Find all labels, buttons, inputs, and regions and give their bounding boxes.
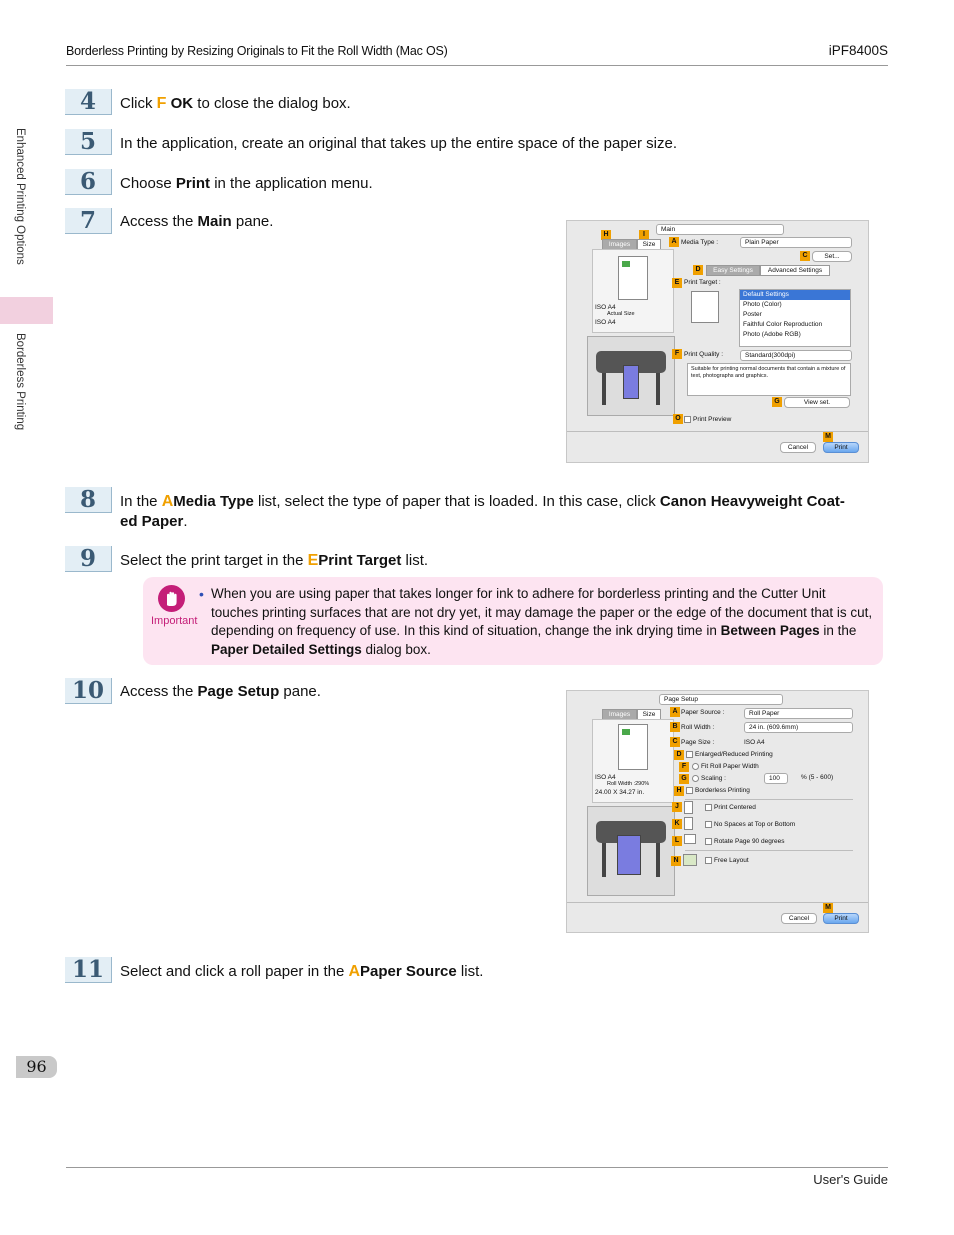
separator: [685, 850, 853, 851]
free-layout-checkbox[interactable]: [705, 857, 712, 864]
roll-width-pct-label: Roll Width :290%: [607, 781, 650, 787]
view-set-button[interactable]: View set.: [784, 397, 850, 408]
no-spaces-icon: [684, 817, 693, 830]
print-quality-popup[interactable]: Standard(300dpi): [740, 350, 852, 361]
print-preview-checkbox[interactable]: [684, 416, 691, 423]
borderless-label: Borderless Printing: [695, 787, 750, 794]
step-text: Select and click a roll paper in the APaper Source list.: [120, 963, 484, 980]
scaling-input[interactable]: 100: [764, 773, 788, 784]
step-text: Click F OK to close the dialog box.: [120, 95, 351, 112]
marker-i: I: [639, 230, 649, 240]
preview-pane: [592, 719, 674, 803]
centered-icon: [684, 801, 693, 814]
step-number: 4: [65, 89, 112, 115]
step-number: 7: [65, 208, 112, 234]
marker-h: H: [674, 786, 684, 796]
marker-n: N: [671, 856, 681, 866]
step-number: 10: [65, 678, 112, 704]
printer-leg: [602, 373, 606, 405]
important-label: Important: [151, 615, 198, 627]
marker-m: M: [823, 903, 833, 913]
media-type-label: Media Type :: [681, 239, 719, 246]
free-layout-label: Free Layout: [714, 857, 749, 864]
roll-paper: [617, 835, 641, 875]
marker-f: F: [672, 349, 682, 359]
print-preview-label: Print Preview: [693, 416, 732, 423]
paper-source-label: Paper Source :: [681, 709, 725, 716]
step-number: 9: [65, 546, 112, 572]
marker-d: D: [674, 750, 684, 760]
list-item[interactable]: Photo (Color): [743, 301, 782, 308]
step-text: Select the print target in the EPrint Target list.: [120, 552, 429, 569]
rotate-icon: [684, 834, 696, 844]
marker-l: L: [672, 836, 682, 846]
step-text: In the application, create an original that takes up the entire space of the paper size.: [120, 135, 678, 152]
print-button[interactable]: Print: [823, 442, 859, 453]
header-title: Borderless Printing by Resizing Originals to Fit the Roll Width (Mac OS): [66, 44, 448, 58]
iso-label-2: ISO A4: [595, 319, 616, 326]
letter-f-marker: F: [156, 95, 167, 112]
print-centered-label: Print Centered: [714, 804, 756, 811]
rotate-label: Rotate Page 90 degrees: [714, 838, 785, 845]
dims-label: 24.00 X 34.27 in.: [595, 789, 645, 796]
marker-o: O: [673, 414, 683, 424]
printer-leg: [602, 843, 606, 877]
step-text: Access the Main pane.: [120, 213, 274, 230]
page-number: 96: [16, 1056, 57, 1078]
tab-size[interactable]: Size: [637, 239, 661, 250]
footer-text: User's Guide: [813, 1172, 888, 1187]
description-box: Suitable for printing normal documents that contain a mixture of text, photographs and graphics.: [687, 363, 851, 396]
step-text-line2: ed Paper.: [120, 513, 188, 530]
marker-a: A: [669, 237, 679, 247]
target-thumbnail: [691, 291, 719, 323]
step-number: 6: [65, 169, 112, 195]
side-tab-enhanced: Enhanced Printing Options: [14, 128, 26, 265]
no-spaces-checkbox[interactable]: [705, 821, 712, 828]
tab-size[interactable]: Size: [637, 709, 661, 720]
rotate-checkbox[interactable]: [705, 838, 712, 845]
paper-preview: [618, 256, 648, 300]
list-item[interactable]: Poster: [743, 311, 762, 318]
important-text: When you are using paper that takes longer for ink to adhere for borderless printing and the Cutter Unit touches printing surfaces that are not dry yet, it may damage the paper or the edge of the document that is cut, depending on frequency of use. In this kind of situation, change the ink drying time in Between Pages in the Paper Detailed Settings dialog box.: [211, 586, 873, 658]
page-size-value: ISO A4: [744, 739, 765, 746]
marker-g: G: [772, 397, 782, 407]
printer-illustration: [587, 806, 675, 896]
fit-roll-label: Fit Roll Paper Width: [701, 763, 759, 770]
step-number: 11: [65, 957, 112, 983]
marker-d: D: [693, 265, 703, 275]
actual-size-label: Actual Size: [607, 311, 635, 317]
marker-k: K: [672, 819, 682, 829]
preview-pane: [592, 249, 674, 333]
marker-e: E: [672, 278, 682, 288]
cancel-button[interactable]: Cancel: [780, 442, 816, 453]
header-model: iPF8400S: [828, 43, 888, 58]
important-note: [143, 577, 883, 665]
list-item[interactable]: Photo (Adobe RGB): [743, 331, 801, 338]
enlarged-label: Enlarged/Reduced Printing: [695, 751, 773, 758]
step-text: In the AMedia Type list, select the type of paper that is loaded. In this case, click Canon Heavyweight Coat-: [120, 493, 845, 510]
marker-j: J: [672, 802, 682, 812]
page-size-label: Page Size :: [681, 739, 715, 746]
tab-images[interactable]: Images: [602, 709, 637, 720]
letter-e-marker: E: [307, 552, 319, 569]
scaling-range-label: % (5 - 600): [801, 774, 834, 781]
letter-a-marker: A: [348, 963, 361, 980]
thumb-image: [622, 729, 630, 735]
borderless-checkbox[interactable]: [686, 787, 693, 794]
main-pane-screenshot: [566, 220, 869, 463]
roll-width-popup[interactable]: 24 in. (609.6mm): [744, 722, 853, 733]
list-item[interactable]: Default Settings: [740, 290, 850, 300]
media-type-popup[interactable]: Plain Paper: [740, 237, 852, 248]
marker-c: C: [800, 251, 810, 261]
set-button[interactable]: Set...: [812, 251, 852, 262]
bullet: •: [199, 586, 204, 602]
tab-advanced-settings[interactable]: Advanced Settings: [760, 265, 830, 276]
roll-width-label: Roll Width :: [681, 724, 715, 731]
printer-leg: [656, 843, 660, 877]
marker-c: C: [670, 737, 680, 747]
roll-paper: [623, 365, 639, 399]
marker-a: A: [670, 707, 680, 717]
list-item[interactable]: Faithful Color Reproduction: [743, 321, 823, 328]
paper-preview: [618, 724, 648, 770]
pane-popup[interactable]: Main: [656, 224, 784, 235]
marker-g: G: [679, 774, 689, 784]
fit-roll-radio[interactable]: [692, 763, 699, 770]
print-centered-checkbox[interactable]: [705, 804, 712, 811]
important-hand-icon: [158, 585, 185, 612]
printer-leg: [656, 373, 660, 405]
free-layout-icon: [683, 854, 697, 866]
step-number: 5: [65, 129, 112, 155]
cancel-button[interactable]: Cancel: [781, 913, 817, 924]
enlarged-checkbox[interactable]: [686, 751, 693, 758]
paper-source-popup[interactable]: Roll Paper: [744, 708, 853, 719]
page-setup-screenshot: [566, 690, 869, 933]
separator: [685, 799, 853, 800]
marker-h: H: [601, 230, 611, 240]
print-quality-label: Print Quality :: [684, 351, 724, 358]
print-target-label: Print Target :: [684, 279, 721, 286]
marker-m: M: [823, 432, 833, 442]
printer-illustration: [587, 336, 675, 416]
step-text: Access the Page Setup pane.: [120, 683, 321, 700]
scaling-radio[interactable]: [692, 775, 699, 782]
scaling-label: Scaling :: [701, 775, 726, 782]
print-target-list[interactable]: [739, 289, 851, 347]
footer-rule: [66, 1167, 888, 1168]
step-text: Choose Print in the application menu.: [120, 175, 373, 192]
marker-b: B: [670, 722, 680, 732]
print-button[interactable]: Print: [823, 913, 859, 924]
thumb-image: [622, 261, 630, 267]
no-spaces-label: No Spaces at Top or Bottom: [714, 821, 796, 828]
step-number: 8: [65, 487, 112, 513]
iso-label: ISO A4: [595, 774, 616, 781]
header-rule: [66, 65, 888, 66]
pane-popup[interactable]: Page Setup: [659, 694, 783, 705]
side-tab-borderless: Borderless Printing: [14, 333, 26, 431]
letter-a-marker: A: [161, 493, 174, 510]
side-tab-highlight: [0, 297, 53, 324]
iso-label: ISO A4: [595, 304, 616, 311]
tab-easy-settings[interactable]: Easy Settings: [706, 265, 760, 276]
marker-f: F: [679, 762, 689, 772]
tab-images[interactable]: Images: [602, 239, 637, 250]
